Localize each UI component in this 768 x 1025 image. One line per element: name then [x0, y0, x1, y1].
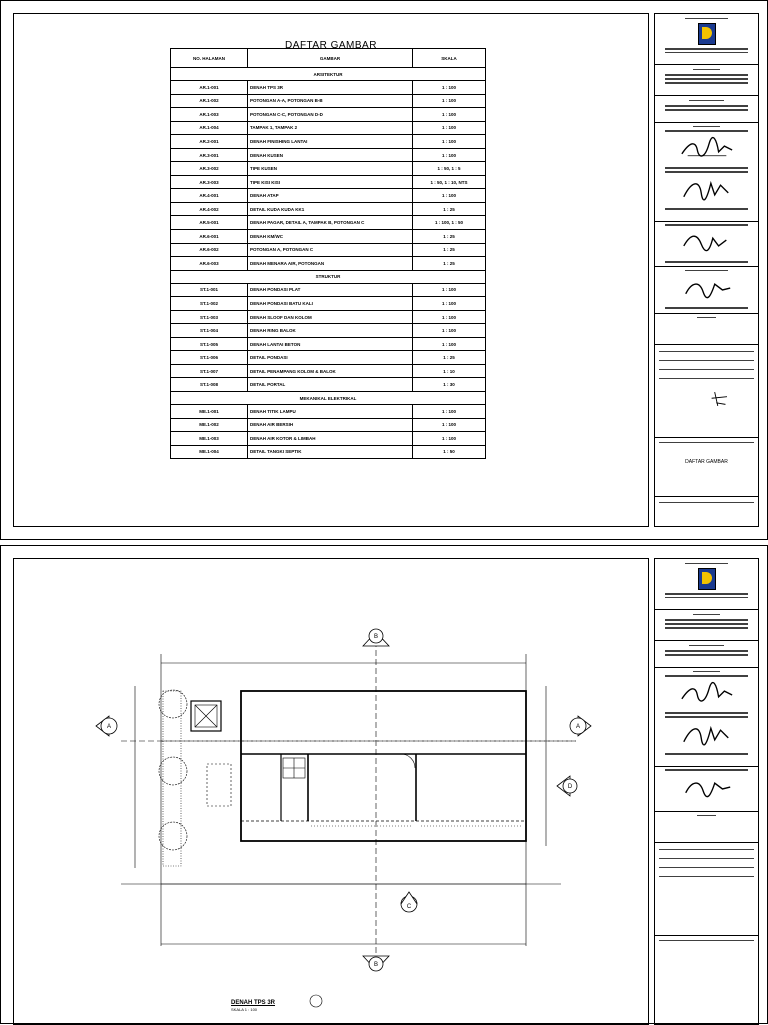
drawing-cell: DENAH SLOOF DAN KOLOM	[248, 310, 413, 324]
scale-cell: 1 : 100	[413, 189, 486, 203]
drawing-cell: TIPE KISI KISI	[248, 175, 413, 189]
scale-cell: 1 : 25	[413, 243, 486, 257]
page-no-cell: ME.1-002	[171, 418, 248, 432]
scale-cell: 1 : 100	[413, 297, 486, 311]
signature-4	[678, 276, 736, 302]
page-no-cell: ST.1-005	[171, 337, 248, 351]
page-no-cell: ST.1-008	[171, 378, 248, 392]
project-block-2	[655, 610, 758, 641]
sheet-number-block	[655, 497, 758, 509]
scale-cell: 1 : 100	[413, 121, 486, 135]
signature-8	[678, 775, 736, 801]
drawing-cell: POTONGAN C-C, POTONGAN D-D	[248, 108, 413, 122]
drawing-cell: DETAIL PORTAL	[248, 378, 413, 392]
scale-cell: 1 : 25	[413, 351, 486, 365]
signature-1	[678, 136, 736, 162]
page-no-cell: AR.1-004	[171, 121, 248, 135]
header-scale: SKALA	[413, 49, 486, 68]
page-no-cell: AR.6-002	[171, 243, 248, 257]
table-row	[171, 351, 486, 365]
drawing-cell: DETAIL TANGKI SEPTIK	[248, 445, 413, 459]
table-row	[171, 432, 486, 446]
table-row	[171, 257, 486, 271]
drawing-cell: TAMPAK 1, TAMPAK 2	[248, 121, 413, 135]
section-row	[171, 392, 486, 405]
drawing-cell: DETAIL KUDA KUDA KK1	[248, 202, 413, 216]
signature-6	[678, 681, 736, 707]
drawing-cell: DENAH KUSEN	[248, 148, 413, 162]
table-row	[171, 297, 486, 311]
page-no-cell: AR.6-003	[171, 257, 248, 271]
table-header-row	[171, 49, 486, 68]
drawing-cell: DENAH PAGAR, DETAIL A, TAMPAK B, POTONGAN C	[248, 216, 413, 230]
title-block-2	[654, 558, 759, 1025]
approval-block	[655, 123, 758, 222]
page-no-cell: ME.1-004	[171, 445, 248, 459]
drawing-cell: DENAH AIR KOTOR & LIMBAH	[248, 432, 413, 446]
page-no-cell: AR.4-002	[171, 202, 248, 216]
scale-cell: 1 : 100	[413, 148, 486, 162]
scale-cell: 1 : 100	[413, 432, 486, 446]
floor-plan-drawing	[1, 546, 651, 1025]
marker-c: C	[406, 904, 412, 910]
scale-cell: 1 : 100	[413, 108, 486, 122]
page-no-cell: ST.1-002	[171, 297, 248, 311]
floor-plan-sheet	[0, 545, 768, 1024]
table-row	[171, 337, 486, 351]
page-no-cell: ST.1-001	[171, 283, 248, 297]
scale-cell: 1 : 100, 1 : 50	[413, 216, 486, 230]
page-no-cell: AR.6-001	[171, 230, 248, 244]
scale-cell: 1 : 100	[413, 405, 486, 419]
marker-b-bottom: B	[373, 962, 379, 968]
table-row	[171, 189, 486, 203]
table-row	[171, 148, 486, 162]
notes-block-2	[655, 812, 758, 843]
drawing-cell: DETAIL PONDASI	[248, 351, 413, 365]
header-page-no: NO. HALAMAN	[171, 49, 248, 68]
table-row	[171, 364, 486, 378]
table-row	[171, 135, 486, 149]
page-no-cell: ST.1-007	[171, 364, 248, 378]
scale-cell: 1 : 50, 1 : 5	[413, 162, 486, 176]
page-no-cell: AR.1-003	[171, 108, 248, 122]
signature-2	[678, 177, 736, 203]
page-no-cell: AR.2-001	[171, 135, 248, 149]
section-title: STRUKTUR	[171, 270, 486, 283]
drawing-cell: TIPE KUSEN	[248, 162, 413, 176]
table-row	[171, 405, 486, 419]
sheet-title-block	[655, 438, 758, 497]
work-block	[655, 96, 758, 123]
ministry-logo	[698, 23, 716, 45]
table-row	[171, 378, 486, 392]
section-title: MEKANIKAL ELEKTRIKAL	[171, 392, 486, 405]
drawing-cell: DENAH KM/WC	[248, 230, 413, 244]
marker-b-top: B	[373, 634, 379, 640]
scale-cell: 1 : 100	[413, 337, 486, 351]
consultant-block-2	[655, 767, 758, 812]
drawing-list-title: DAFTAR GAMBAR	[285, 40, 377, 51]
notes-block	[655, 314, 758, 345]
project-block	[655, 65, 758, 96]
sheet-drawing-name: DAFTAR GAMBAR	[685, 459, 728, 465]
table-row	[171, 243, 486, 257]
page-no-cell: ST.1-003	[171, 310, 248, 324]
drawing-cell: DENAH TITIK LAMPU	[248, 405, 413, 419]
table-row	[171, 283, 486, 297]
sheet-title-block-2	[655, 936, 758, 976]
drawing-cell: DENAH FINISHING LANTAI	[248, 135, 413, 149]
owner-block	[655, 14, 758, 65]
table-row	[171, 418, 486, 432]
table-row	[171, 121, 486, 135]
table-row	[171, 108, 486, 122]
scale-cell: 1 : 100	[413, 310, 486, 324]
marker-a-left: A	[106, 724, 112, 730]
marker-d: D	[567, 784, 573, 790]
marker-a-right: A	[575, 724, 581, 730]
drawing-list-body	[171, 68, 486, 459]
table-row	[171, 324, 486, 338]
scale-cell: 1 : 25	[413, 257, 486, 271]
scale-cell: 1 : 30	[413, 378, 486, 392]
scale-cell: 1 : 100	[413, 324, 486, 338]
page-no-cell: AR.3-003	[171, 175, 248, 189]
reviewer-block	[655, 267, 758, 314]
consultant-block	[655, 222, 758, 267]
page-no-cell: AR.3-002	[171, 162, 248, 176]
page-no-cell: AR.4-001	[171, 189, 248, 203]
scale-cell: 1 : 25	[413, 230, 486, 244]
page-no-cell: AR.1-001	[171, 81, 248, 95]
table-row	[171, 445, 486, 459]
drawing-cell: DENAH PONDASI BATU KALI	[248, 297, 413, 311]
scale-cell: 1 : 100	[413, 81, 486, 95]
scale-cell: 1 : 100	[413, 94, 486, 108]
approval-block-2	[655, 668, 758, 767]
drawing-cell: DENAH RING BALOK	[248, 324, 413, 338]
signature-3	[678, 230, 736, 256]
revision-block-2	[655, 843, 758, 936]
table-row	[171, 81, 486, 95]
signature-5	[678, 389, 736, 409]
drawing-cell: POTONGAN A, POTONGAN C	[248, 243, 413, 257]
drawing-cell: DENAH AIR BERSIH	[248, 418, 413, 432]
drawing-cell: DENAH LANTAI BETON	[248, 337, 413, 351]
table-row	[171, 216, 486, 230]
drawing-list-table	[170, 48, 486, 459]
plan-label: DENAH TPS 3R	[231, 1000, 276, 1006]
header-drawing: GAMBAR	[248, 49, 413, 68]
scale-cell: 1 : 100	[413, 135, 486, 149]
scale-cell: 1 : 10	[413, 364, 486, 378]
table-row	[171, 230, 486, 244]
drawing-cell: DENAH TPS 3R	[248, 81, 413, 95]
table-row	[171, 175, 486, 189]
drawing-cell: DENAH PONDASI PLAT	[248, 283, 413, 297]
page-no-cell: AR.3-001	[171, 148, 248, 162]
drawing-cell: DENAH ATAP	[248, 189, 413, 203]
section-title: ARSITEKTUR	[171, 68, 486, 81]
table-row	[171, 202, 486, 216]
scale-cell: 1 : 100	[413, 418, 486, 432]
scale-cell: 1 : 100	[413, 283, 486, 297]
page-no-cell: ME.1-003	[171, 432, 248, 446]
page-no-cell: ST.1-006	[171, 351, 248, 365]
revision-block	[655, 345, 758, 438]
table-row	[171, 162, 486, 176]
section-row	[171, 270, 486, 283]
page-no-cell: AR.5-001	[171, 216, 248, 230]
drawing-cell: POTONGAN A-A, POTONGAN B-B	[248, 94, 413, 108]
page-no-cell: ST.1-004	[171, 324, 248, 338]
work-block-2	[655, 641, 758, 668]
title-block	[654, 13, 759, 527]
table-row	[171, 94, 486, 108]
ministry-logo-2	[698, 568, 716, 590]
plan-scale: SKALA 1 : 100	[231, 1007, 258, 1012]
drawing-cell: DETAIL PENAMPANG KOLOM & BALOK	[248, 364, 413, 378]
drawing-cell: DENAH MENARA AIR, POTONGAN	[248, 257, 413, 271]
scale-cell: 1 : 50, 1 : 10, NTS	[413, 175, 486, 189]
page-no-cell: ME.1-001	[171, 405, 248, 419]
page-no-cell: AR.1-002	[171, 94, 248, 108]
scale-cell: 1 : 50	[413, 445, 486, 459]
owner-block-2	[655, 559, 758, 610]
section-row	[171, 68, 486, 81]
table-row	[171, 310, 486, 324]
scale-cell: 1 : 25	[413, 202, 486, 216]
signature-7	[678, 722, 736, 748]
